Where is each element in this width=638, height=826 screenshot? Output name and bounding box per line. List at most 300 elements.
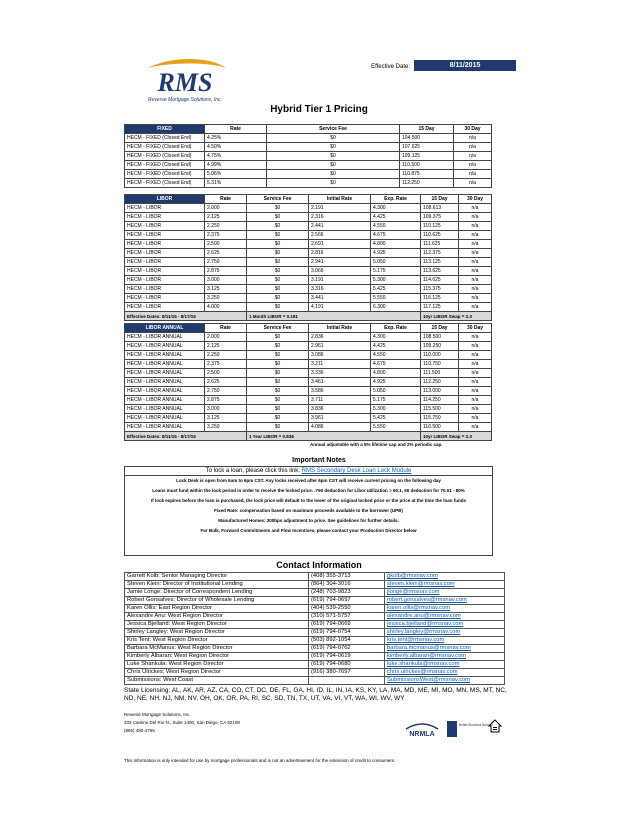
table-cell: $0 xyxy=(247,414,309,423)
table-cell: 4.675 xyxy=(371,231,421,240)
libor-table xyxy=(124,194,492,321)
table-cell: 4.25% xyxy=(205,134,267,143)
fixed-header: 15 Day xyxy=(400,125,454,134)
table-cell: 3.250 xyxy=(205,423,247,432)
table-cell: 2.625 xyxy=(205,249,247,258)
table-cell: 5.050 xyxy=(371,258,421,267)
table-cell: n/a xyxy=(459,294,492,303)
table-cell: 3.836 xyxy=(309,405,371,414)
contact-phone: (619) 794-0697 xyxy=(309,597,385,605)
table-cell: 113.625 xyxy=(421,267,459,276)
table-cell: 4.50% xyxy=(205,143,267,152)
contact-name: Shirley Langley: West Region Director xyxy=(125,629,309,637)
contact-email-link[interactable]: steven.klein@rmsnav.com xyxy=(385,581,505,589)
fixed-table xyxy=(124,124,492,188)
svg-text:Better Business Bureau: Better Business Bureau xyxy=(459,723,493,727)
libor-annual-header: Initial Rate xyxy=(309,324,371,333)
table-cell: HECM - FIXED (Closed End) xyxy=(125,134,205,143)
table-cell: 4.191 xyxy=(309,303,371,312)
table-cell: $0 xyxy=(247,267,309,276)
table-row xyxy=(125,161,492,170)
table-cell: 112.250 xyxy=(421,378,459,387)
table-row xyxy=(125,213,492,222)
table-cell: $0 xyxy=(247,387,309,396)
contact-phone: (408) 355-3713 xyxy=(309,573,385,581)
table-cell: n/a xyxy=(459,231,492,240)
contact-phone: (619) 794-0762 xyxy=(309,645,385,653)
important-notes-box xyxy=(124,466,493,556)
table-cell: 4.800 xyxy=(371,369,421,378)
fixed-header: 30 Day xyxy=(454,125,492,134)
contact-phone: (619) 794-0680 xyxy=(309,661,385,669)
table-cell: n/a xyxy=(459,342,492,351)
table-row xyxy=(125,143,492,152)
footer-cell: 10yr LIBOR Swap = 2.3 xyxy=(421,432,492,441)
contact-row xyxy=(125,629,505,637)
table-cell: 3.961 xyxy=(309,414,371,423)
table-row xyxy=(125,179,492,188)
libor-annual-table xyxy=(124,323,492,441)
lock-instruction xyxy=(125,467,492,476)
table-cell: 116.125 xyxy=(421,294,459,303)
table-cell: 5.175 xyxy=(371,396,421,405)
table-cell: n/a xyxy=(459,414,492,423)
table-cell: n/a xyxy=(459,285,492,294)
table-cell: $0 xyxy=(247,360,309,369)
table-cell: 111.625 xyxy=(421,240,459,249)
libor-annual-header: 15 Day xyxy=(421,324,459,333)
note-line: Manufactured Homes: 300bps adjustment to price. See guidelines for further details. xyxy=(218,518,399,523)
libor-header: Initial Rate xyxy=(309,195,371,204)
contact-name: Robert Gonsalves: Director of Wholesale Lending xyxy=(125,597,309,605)
contact-name: Submissions: West Coast xyxy=(125,677,309,685)
table-cell: HECM - LIBOR ANNUAL xyxy=(125,342,205,351)
table-cell: HECM - FIXED (Closed End) xyxy=(125,170,205,179)
contact-row xyxy=(125,653,505,661)
table-cell: 110.125 xyxy=(421,222,459,231)
libor-header: Exp. Rate xyxy=(371,195,421,204)
table-cell: $0 xyxy=(247,369,309,378)
contact-row xyxy=(125,581,505,589)
logo-swoosh-icon xyxy=(148,59,226,68)
table-cell: HECM - LIBOR ANNUAL xyxy=(125,369,205,378)
table-cell: n/a xyxy=(459,387,492,396)
fixed-header: Rate xyxy=(205,125,267,134)
table-cell: $0 xyxy=(267,170,400,179)
table-cell: HECM - LIBOR ANNUAL xyxy=(125,405,205,414)
table-cell: 2.500 xyxy=(205,240,247,249)
contact-phone xyxy=(309,677,385,685)
contact-email-link[interactable]: kimberly.albaran@rmsnav.com xyxy=(385,653,505,661)
note-line: If lock expires before the loan is purchased, the lock price will default to the lower of the original locked price or the price at the time the loan funds xyxy=(150,498,467,503)
table-cell: 115.375 xyxy=(421,285,459,294)
table-cell: 5.300 xyxy=(371,405,421,414)
table-cell: n/a xyxy=(459,351,492,360)
table-cell: 5.050 xyxy=(371,387,421,396)
table-cell: 113.000 xyxy=(421,387,459,396)
contact-email-link[interactable]: karen.ollis@rmsnav.com xyxy=(385,605,505,613)
contact-name: Luke Shankula: West Region Director xyxy=(125,661,309,669)
footer-cell: Effective Dates: 8/11/15 - 8/17/15 xyxy=(125,312,247,321)
table-cell: $0 xyxy=(247,204,309,213)
table-cell: $0 xyxy=(247,258,309,267)
table-row xyxy=(125,396,492,405)
table-cell: 113.125 xyxy=(421,258,459,267)
table-cell: n/a xyxy=(454,161,492,170)
table-cell: n/a xyxy=(459,423,492,432)
table-row xyxy=(125,405,492,414)
table-cell: 112.375 xyxy=(421,249,459,258)
contact-row xyxy=(125,605,505,613)
table-cell: $0 xyxy=(247,276,309,285)
table-cell: 2.961 xyxy=(309,342,371,351)
svg-text:NRMLA: NRMLA xyxy=(409,731,435,738)
table-cell: 5.550 xyxy=(371,423,421,432)
table-cell: HECM - LIBOR xyxy=(125,294,205,303)
logo-text: RMS xyxy=(157,68,213,97)
contact-email-link[interactable]: kris.tent@rmsnav.com xyxy=(385,637,505,645)
note-line: Loans must fund within the lock period in order to receive the locked price. .750 deduction for Libor utilization > 60.1, 50 deduction for 70.01 - 80% xyxy=(152,488,465,493)
table-row xyxy=(125,249,492,258)
table-cell: $0 xyxy=(247,405,309,414)
table-row xyxy=(125,231,492,240)
table-cell: 4.800 xyxy=(371,240,421,249)
libor-annual-header: LIBOR ANNUAL xyxy=(125,324,205,333)
table-cell: 2.836 xyxy=(309,333,371,342)
table-cell: 4.000 xyxy=(205,303,247,312)
table-cell: 108.500 xyxy=(421,333,459,342)
table-cell: 2.441 xyxy=(309,222,371,231)
table-cell: 4.425 xyxy=(371,342,421,351)
contact-email-link[interactable]: luke.shankula@rmsnav.com xyxy=(385,661,505,669)
table-cell: 4.300 xyxy=(371,204,421,213)
table-row xyxy=(125,414,492,423)
table-cell: 3.000 xyxy=(205,405,247,414)
table-cell: 3.125 xyxy=(205,285,247,294)
contact-phone: (619) 794-0669 xyxy=(309,621,385,629)
table-cell: $0 xyxy=(247,351,309,360)
table-cell: $0 xyxy=(247,423,309,432)
company-phone: (866) 490-4755 xyxy=(124,728,155,733)
table-cell: 3.211 xyxy=(309,360,371,369)
table-cell: HECM - LIBOR xyxy=(125,285,205,294)
table-cell: 3.441 xyxy=(309,294,371,303)
table-cell: HECM - LIBOR xyxy=(125,249,205,258)
table-row xyxy=(125,152,492,161)
contact-email-link[interactable]: robert.gonsalves@rmsnav.com xyxy=(385,597,505,605)
table-cell: 2.500 xyxy=(205,369,247,378)
table-cell: HECM - LIBOR xyxy=(125,303,205,312)
table-cell: n/a xyxy=(459,267,492,276)
table-cell: 117.125 xyxy=(421,303,459,312)
libor-header: Service Fee xyxy=(247,195,309,204)
table-row xyxy=(125,258,492,267)
annual-adjustment-note: Annual adjustable with a 5% lifetime cap and 2% periodic cap. xyxy=(310,442,443,447)
libor-annual-header: Rate xyxy=(205,324,247,333)
contact-row xyxy=(125,613,505,621)
note-line: Fixed Rate: compensation based on maximum proceeds available to the borrower (UPB) xyxy=(214,508,403,513)
table-cell: n/a xyxy=(459,396,492,405)
table-cell: HECM - LIBOR xyxy=(125,204,205,213)
table-cell: 5.425 xyxy=(371,285,421,294)
table-cell: 2.375 xyxy=(205,231,247,240)
contact-row xyxy=(125,669,505,677)
table-cell: $0 xyxy=(267,179,400,188)
table-cell: n/a xyxy=(459,369,492,378)
contact-row xyxy=(125,661,505,669)
libor-annual-header: Exp. Rate xyxy=(371,324,421,333)
contact-name: Barbara McManus: West Region Director xyxy=(125,645,309,653)
nrmla-badge-icon xyxy=(402,719,442,739)
footer-cell: 1 Month LIBOR = 0.191 xyxy=(247,312,421,321)
table-cell: n/a xyxy=(454,170,492,179)
table-cell: HECM - FIXED (Closed End) xyxy=(125,179,205,188)
contact-row xyxy=(125,573,505,581)
table-cell: $0 xyxy=(247,303,309,312)
table-cell: n/a xyxy=(459,333,492,342)
table-cell: HECM - LIBOR ANNUAL xyxy=(125,423,205,432)
libor-annual-header: 30 Day xyxy=(459,324,492,333)
lock-module-link[interactable]: RMS Secondary Desk Loan Lock Module xyxy=(301,468,412,474)
table-cell: 2.125 xyxy=(205,213,247,222)
table-row xyxy=(125,294,492,303)
table-cell: $0 xyxy=(247,249,309,258)
footer-cell: 1 Year LIBOR = 0.836 xyxy=(247,432,421,441)
contact-email-link[interactable]: jessica.bjelland@rmsnav.com xyxy=(385,621,505,629)
table-cell: n/a xyxy=(459,213,492,222)
table-cell: $0 xyxy=(247,294,309,303)
table-cell: 2.375 xyxy=(205,360,247,369)
table-cell: n/a xyxy=(459,258,492,267)
page-title: Hybrid Tier 1 Pricing xyxy=(270,104,368,115)
table-cell: n/a xyxy=(459,378,492,387)
table-cell: HECM - LIBOR ANNUAL xyxy=(125,396,205,405)
table-cell: 2.000 xyxy=(205,204,247,213)
table-cell: 2.316 xyxy=(309,213,371,222)
footer-cell: 10yr LIBOR Swap = 2.3 xyxy=(421,312,492,321)
table-cell: n/a xyxy=(459,240,492,249)
libor-header: 30 Day xyxy=(459,195,492,204)
table-cell: $0 xyxy=(267,152,400,161)
table-cell: 108.613 xyxy=(421,204,459,213)
table-row xyxy=(125,204,492,213)
contact-phone: (619) 794-0619 xyxy=(309,653,385,661)
lock-prefix: To lock a loan, please click this link: xyxy=(205,468,300,474)
table-cell: 2.000 xyxy=(205,333,247,342)
table-row xyxy=(125,342,492,351)
contact-name: Jamie Longe: Director of Correspondent Lending xyxy=(125,589,309,597)
table-cell: 2.875 xyxy=(205,267,247,276)
table-cell: 2.941 xyxy=(309,258,371,267)
contact-name: Alexandre Anu: West Region Director xyxy=(125,613,309,621)
table-cell: HECM - LIBOR xyxy=(125,258,205,267)
contact-row xyxy=(125,597,505,605)
contact-email-link[interactable]: jlonge@rmsnav.com xyxy=(385,589,505,597)
table-cell: 110.500 xyxy=(400,161,454,170)
table-cell: 107.625 xyxy=(400,143,454,152)
table-cell: 5.175 xyxy=(371,267,421,276)
table-cell: 109.125 xyxy=(400,152,454,161)
table-cell: 104.500 xyxy=(400,134,454,143)
contact-phone: (619) 794-0754 xyxy=(309,629,385,637)
table-cell: 3.125 xyxy=(205,414,247,423)
table-row xyxy=(125,333,492,342)
table-cell: 2.750 xyxy=(205,258,247,267)
table-cell: 5.06% xyxy=(205,170,267,179)
table-row xyxy=(125,222,492,231)
table-cell: 2.125 xyxy=(205,342,247,351)
table-cell: HECM - LIBOR xyxy=(125,213,205,222)
libor-annual-header: Service Fee xyxy=(247,324,309,333)
table-cell: 2.816 xyxy=(309,249,371,258)
table-cell: $0 xyxy=(247,240,309,249)
contact-phone: (916) 380-7697 xyxy=(309,669,385,677)
table-cell: 5.550 xyxy=(371,294,421,303)
table-cell: $0 xyxy=(247,231,309,240)
table-cell: 3.191 xyxy=(309,276,371,285)
libor-header: Rate xyxy=(205,195,247,204)
table-cell: $0 xyxy=(247,213,309,222)
table-cell: 110.875 xyxy=(400,170,454,179)
table-cell: 115.750 xyxy=(421,414,459,423)
contact-name: Steven Klein: Director of Institutional Lending xyxy=(125,581,309,589)
table-cell: 4.550 xyxy=(371,222,421,231)
table-cell: 3.066 xyxy=(309,267,371,276)
table-cell: 116.500 xyxy=(421,423,459,432)
table-row xyxy=(125,276,492,285)
table-cell: $0 xyxy=(267,134,400,143)
table-row xyxy=(125,423,492,432)
contact-name: Kris Tent: West Region Director xyxy=(125,637,309,645)
table-cell: 3.316 xyxy=(309,285,371,294)
table-cell: 110.000 xyxy=(421,351,459,360)
contact-phone: (864) 304-3016 xyxy=(309,581,385,589)
fixed-header: Service Fee xyxy=(267,125,400,134)
table-cell: HECM - LIBOR xyxy=(125,267,205,276)
table-cell: 2.250 xyxy=(205,351,247,360)
table-cell: 4.99% xyxy=(205,161,267,170)
table-cell: HECM - FIXED (Closed End) xyxy=(125,161,205,170)
table-cell: $0 xyxy=(247,222,309,231)
table-cell: 3.711 xyxy=(309,396,371,405)
table-cell: 6.300 xyxy=(371,303,421,312)
table-row xyxy=(125,360,492,369)
table-cell: 4.75% xyxy=(205,152,267,161)
contact-email-link[interactable]: alexandre.anu@rmsnav.com xyxy=(385,613,505,621)
table-cell: n/a xyxy=(459,405,492,414)
contact-name: Jessica Bjelland: West Region Director xyxy=(125,621,309,629)
table-footer-row xyxy=(125,312,492,321)
contact-email-link[interactable]: shirley.langley@rmsnav.com xyxy=(385,629,505,637)
table-row xyxy=(125,369,492,378)
table-cell: HECM - LIBOR ANNUAL xyxy=(125,387,205,396)
table-cell: HECM - FIXED (Closed End) xyxy=(125,143,205,152)
contact-name: Chris Ulrickes: West Region Director xyxy=(125,669,309,677)
table-cell: $0 xyxy=(247,333,309,342)
table-cell: n/a xyxy=(459,222,492,231)
table-row xyxy=(125,240,492,249)
contact-email-link[interactable]: SubmissionsWest@rmsnav.com xyxy=(385,677,505,685)
contact-row xyxy=(125,645,505,653)
table-cell: 4.300 xyxy=(371,333,421,342)
table-cell: n/a xyxy=(459,360,492,369)
table-row xyxy=(125,303,492,312)
table-cell: 112.250 xyxy=(400,179,454,188)
table-cell: 109.375 xyxy=(421,213,459,222)
table-cell: HECM - LIBOR ANNUAL xyxy=(125,414,205,423)
table-cell: HECM - LIBOR ANNUAL xyxy=(125,333,205,342)
table-cell: 2.691 xyxy=(309,240,371,249)
table-cell: 4.086 xyxy=(309,423,371,432)
table-cell: 5.31% xyxy=(205,179,267,188)
table-row xyxy=(125,285,492,294)
contact-row xyxy=(125,621,505,629)
table-cell: n/a xyxy=(459,204,492,213)
table-cell: 4.925 xyxy=(371,249,421,258)
libor-header: 15 Day xyxy=(421,195,459,204)
contact-name: Kimberly Albaran: West Region Director xyxy=(125,653,309,661)
contact-phone: (503) 892-1054 xyxy=(309,637,385,645)
table-row xyxy=(125,387,492,396)
effective-date-value: 8/11/2015 xyxy=(414,60,516,71)
contact-email-link[interactable]: barbara.mcmanus@rmsnav.com xyxy=(385,645,505,653)
logo-subtext: Reverse Mortgage Solutions, Inc. xyxy=(148,97,222,103)
table-cell: n/a xyxy=(454,134,492,143)
table-cell: 110.625 xyxy=(421,231,459,240)
table-cell: n/a xyxy=(454,152,492,161)
table-cell: 111.500 xyxy=(421,369,459,378)
table-cell: HECM - LIBOR xyxy=(125,240,205,249)
table-cell: 3.336 xyxy=(309,369,371,378)
table-cell: n/a xyxy=(459,249,492,258)
table-cell: 2.191 xyxy=(309,204,371,213)
table-row xyxy=(125,170,492,179)
table-cell: 4.550 xyxy=(371,351,421,360)
table-row xyxy=(125,134,492,143)
note-line: Lock Desk is open from 6am to 6pm CST. Any locks received after 6pm CST will receive current pricing on the following day xyxy=(176,478,441,483)
table-cell: HECM - LIBOR xyxy=(125,276,205,285)
table-cell: HECM - LIBOR ANNUAL xyxy=(125,360,205,369)
table-cell: 114.625 xyxy=(421,276,459,285)
table-cell: 2.750 xyxy=(205,387,247,396)
table-cell: n/a xyxy=(454,143,492,152)
bbb-badge-icon xyxy=(446,719,493,739)
table-cell: $0 xyxy=(267,143,400,152)
contact-row xyxy=(125,677,505,685)
contact-table xyxy=(124,572,505,685)
table-cell: 5.300 xyxy=(371,276,421,285)
table-row xyxy=(125,351,492,360)
table-cell: 110.750 xyxy=(421,360,459,369)
table-cell: 4.425 xyxy=(371,213,421,222)
contact-email-link[interactable]: gkolb@rmsnav.com xyxy=(385,573,505,581)
disclaimer: This information is only intended for use by mortgage professionals and is not an advertisement for the extension of credit to consumers. xyxy=(124,758,396,763)
effective-date-label: Effective Date: xyxy=(371,64,410,70)
table-row xyxy=(125,267,492,276)
state-licensing: State Licensing: AL, AK, AR, AZ, CA, CO, CT, DC, DE, FL, GA, HI, ID, IL, IN, IA, KS, KY, LA, MA, MD, ME, MI, MO, MN, MS, MT, NC, ND, NE, NH, NJ, NM, NV, OH, OK, OR, PA, RI, SC, SD, TN, TX, UT, VA, VI, VT, WA, WI, WV, WY xyxy=(124,687,507,702)
contact-email-link[interactable]: chris.ulrickes@rmsnav.com xyxy=(385,669,505,677)
table-cell: n/a xyxy=(454,179,492,188)
contact-row xyxy=(125,589,505,597)
note-line: For Bulk, Forward Commitments and Flow Incentives, please contact your Production Director below xyxy=(200,528,417,533)
table-cell: 115.500 xyxy=(421,405,459,414)
table-cell: 2.875 xyxy=(205,396,247,405)
table-footer-row xyxy=(125,432,492,441)
table-cell: 4.675 xyxy=(371,360,421,369)
table-cell: $0 xyxy=(247,285,309,294)
table-row xyxy=(125,378,492,387)
company-address xyxy=(124,711,324,735)
